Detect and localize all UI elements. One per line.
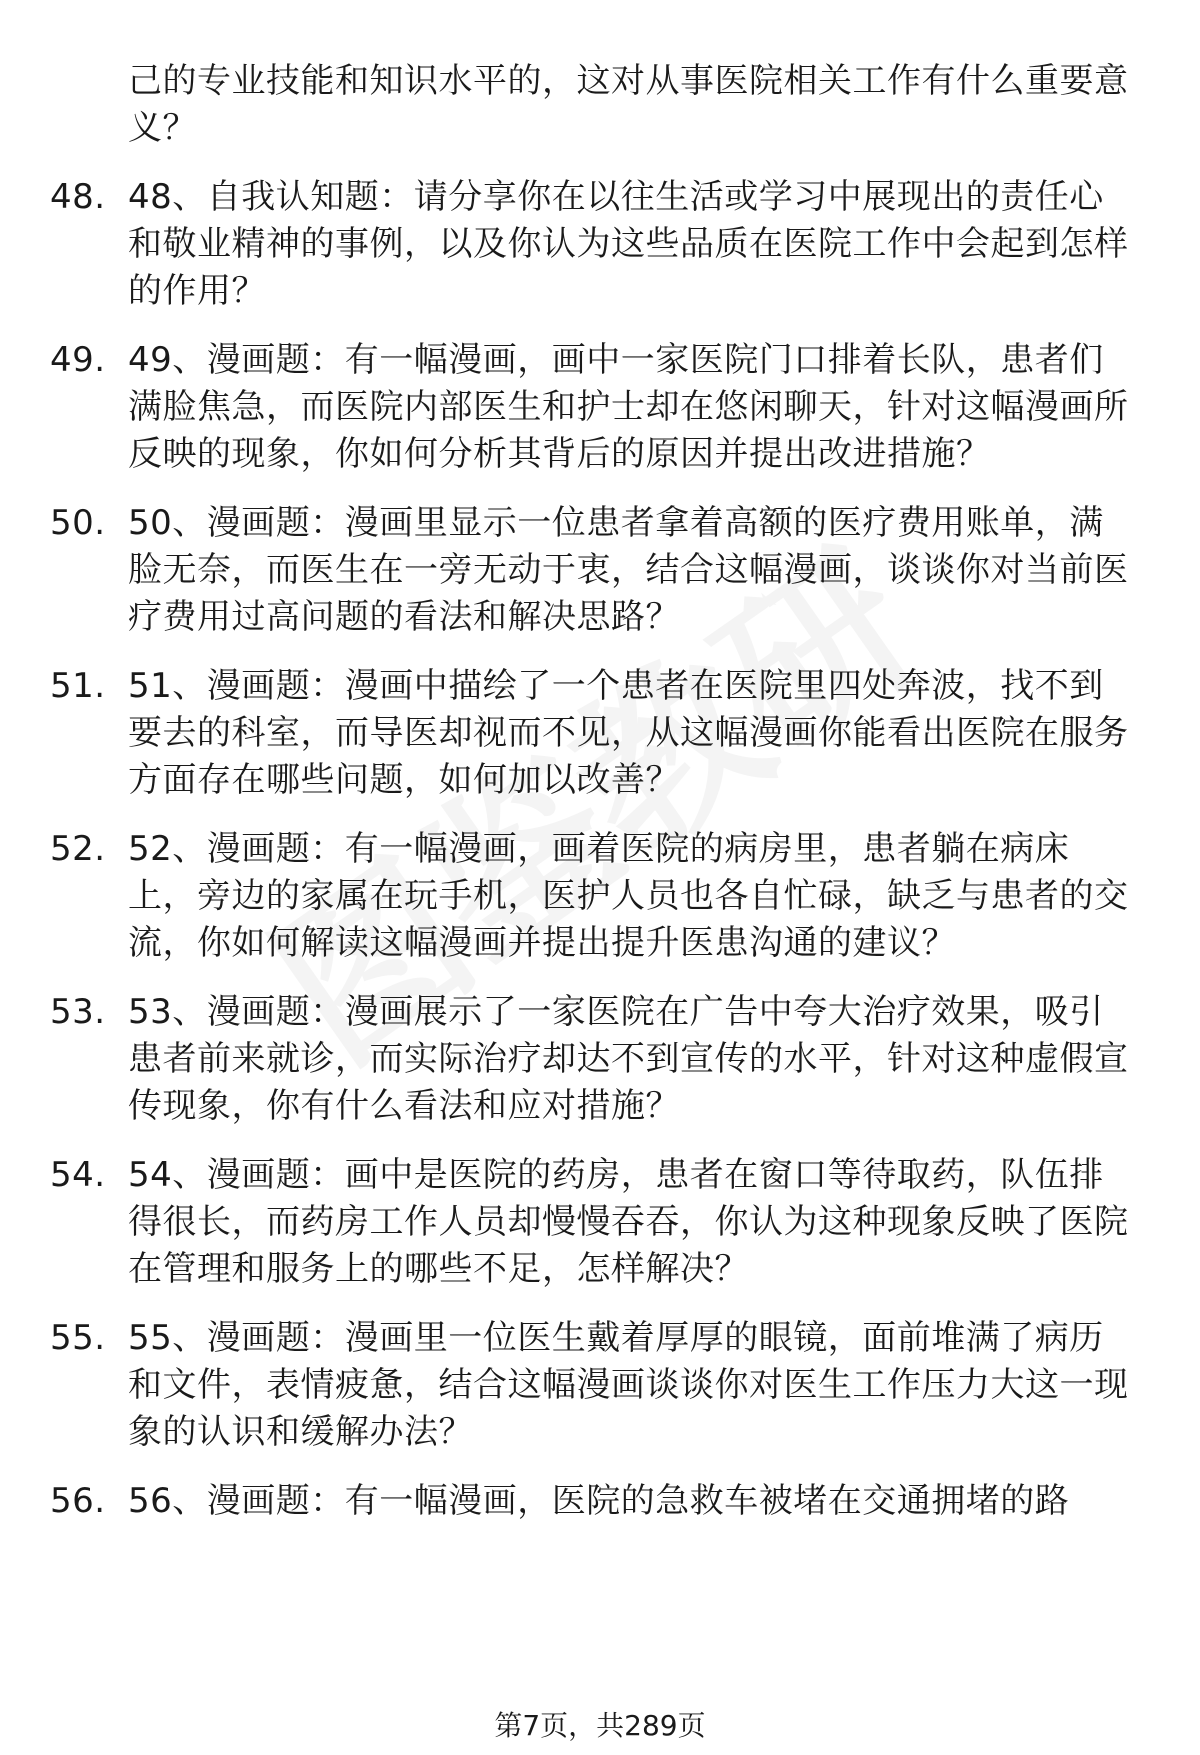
item-text: 55、漫画题：漫画里一位医生戴着厚厚的眼镜，面前堆满了病历和文件，表情疲惫，结合这幅漫画谈谈你对医生工作压力大这一现象的认识和缓解办法？	[128, 1318, 1129, 1452]
item-number: 53.	[50, 992, 106, 1032]
item-number: 48.	[50, 177, 106, 217]
item-text: 49、漫画题：有一幅漫画，画中一家医院门口排着长队，患者们满脸焦急，而医院内部医生和护士却在悠闲聊天，针对这幅漫画所反映的现象，你如何分析其背后的原因并提出改进措施？	[128, 340, 1129, 474]
item-number: 49.	[50, 340, 106, 380]
item-number: 52.	[50, 829, 106, 869]
item-text: 53、漫画题：漫画展示了一家医院在广告中夸大治疗效果，吸引患者前来就诊，而实际治疗却达不到宣传的水平，针对这种虚假宣传现象，你有什么看法和应对措施？	[128, 992, 1129, 1126]
item-text: 51、漫画题：漫画中描绘了一个患者在医院里四处奔波，找不到要去的科室，而导医却视而不见，从这幅漫画你能看出医院在服务方面存在哪些问题，如何加以改善？	[128, 666, 1129, 800]
page-footer: 第7页，共289页	[494, 1709, 706, 1742]
item-number: 56.	[50, 1481, 106, 1521]
item-text: 50、漫画题：漫画里显示一位患者拿着高额的医疗费用账单，满脸无奈，而医生在一旁无动于衷，结合这幅漫画，谈谈你对当前医疗费用过高问题的看法和解决思路？	[128, 503, 1129, 637]
item-number: 54.	[50, 1155, 106, 1195]
item-number: 55.	[50, 1318, 106, 1358]
item-number: 50.	[50, 503, 106, 543]
item-text: 52、漫画题：有一幅漫画，画着医院的病房里，患者躺在病床上，旁边的家属在玩手机，医护人员也各自忙碌，缺乏与患者的交流，你如何解读这幅漫画并提出提升医患沟通的建议？	[128, 829, 1129, 963]
continuation-paragraph: 己的专业技能和知识水平的，这对从事医院相关工作有什么重要意义？	[128, 61, 1129, 148]
item-text: 54、漫画题：画中是医院的药房，患者在窗口等待取药，队伍排得很长，而药房工作人员却慢慢吞吞，你认为这种现象反映了医院在管理和服务上的哪些不足，怎样解决？	[128, 1155, 1129, 1289]
item-number: 51.	[50, 666, 106, 706]
item-text: 48、自我认知题：请分享你在以往生活或学习中展现出的责任心和敬业精神的事例，以及你认为这些品质在医院工作中会起到怎样的作用？	[128, 177, 1129, 311]
item-text: 56、漫画题：有一幅漫画，医院的急救车被堵在交通拥堵的路	[128, 1481, 1070, 1521]
